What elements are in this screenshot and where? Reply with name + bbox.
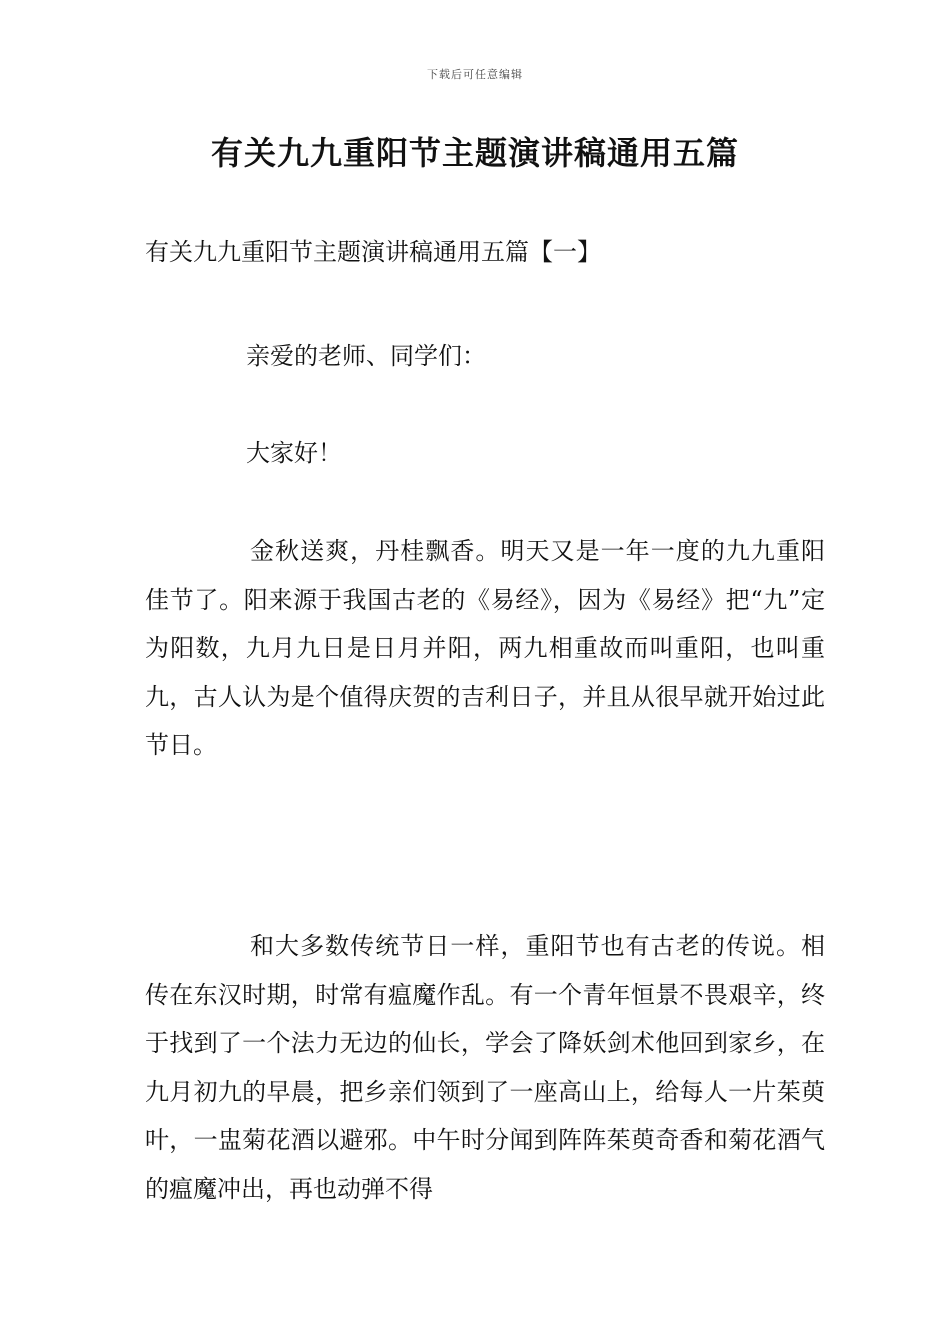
header-note: 下载后可任意编辑 [427,68,523,81]
body-paragraph: 和大多数传统节日一样，重阳节也有古老的传说。相传在东汉时期，时常有瘟魔作乱。有一个青年恒景不畏艰辛，终于找到了一个法力无边的仙长，学会了降妖剑术他回到家乡，在九月初九的早晨，把乡亲们领到了一座高山上，给每人一片茱萸叶，一盅菊花酒以避邪。中午时分闻到阵阵茱萸奇香和菊花酒气的瘟魔冲出，再也动弹不得 [145,932,825,1203]
document-title: 有关九九重阳节主题演讲稿通用五篇 [210,134,739,172]
body-paragraph: 金秋送爽，丹桂飘香。明天又是一年一度的九九重阳佳节了。阳来源于我国古老的《易经》，因为《易经》把“九”定为阳数，九月九日是日月并阳，两九相重故而叫重阳，也叫重九，古人认为是个值得庆贺的吉利日子，并且从很早就开始过此节日。 [145,537,825,759]
greeting: 大家好！ [246,439,342,467]
salutation: 亲爱的老师、同学们： [246,342,486,370]
section-heading: 有关九九重阳节主题演讲稿通用五篇【一】 [145,238,601,266]
